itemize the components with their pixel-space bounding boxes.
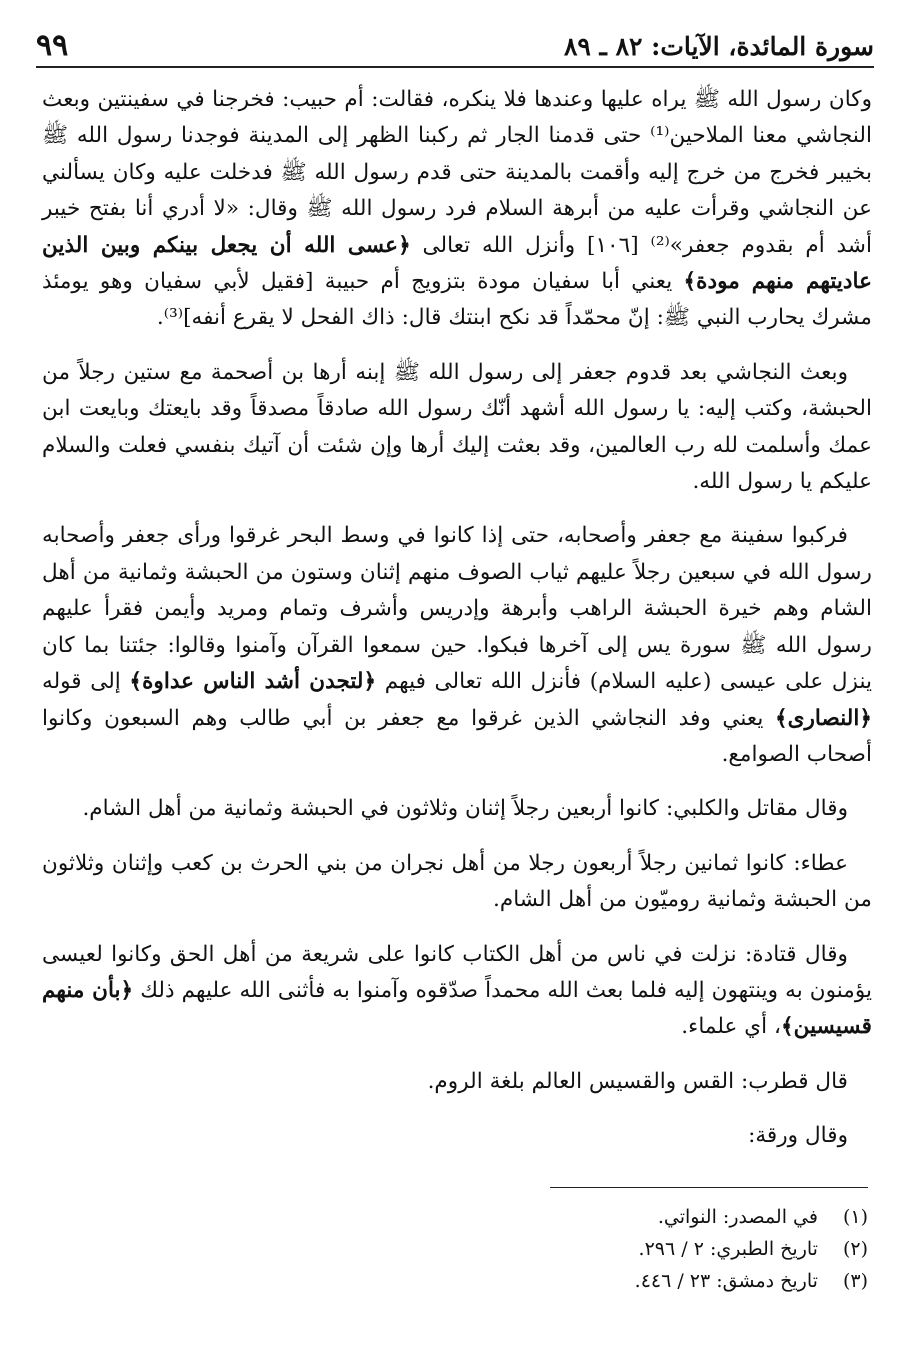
paragraph-text: وقال مقاتل والكلبي: كانوا أربعين رجلاً إثنان وثلاثون في الحبشة وثمانية من أهل الشام. bbox=[82, 796, 848, 822]
paragraph bbox=[42, 937, 872, 1046]
paragraph-text: ، أي علماء. bbox=[681, 1014, 782, 1040]
paragraph-text: وقال قتادة: نزلت في ناس من أهل الكتاب كانوا على شريعة من أهل الحق وكانوا لعيسى يؤمنون به وينتهون إليه فلما بعث الله محمداً صدّقوه وآمنوا به فأثنى الله عليهم ذلك bbox=[42, 941, 872, 1003]
footnote-text: في المصدر: النواتي. bbox=[657, 1206, 818, 1228]
paragraph-text: ⁽¹⁾ bbox=[650, 123, 670, 149]
footnote-text: تاريخ دمشق: ٢٣ / ٤٤٦. bbox=[634, 1270, 818, 1292]
quran-verse: ﴿النصارى﴾ bbox=[774, 705, 872, 731]
surah-title: سورة المائدة، الآيات: ٨٢ ـ ٨٩ bbox=[563, 32, 874, 61]
paragraph-text: قال قطرب: القس والقسيس العالم بلغة الروم. bbox=[427, 1068, 848, 1094]
paragraph-text: حتى قدمنا الجار ثم ركبنا الظهر إلى المدينة فوجدنا رسول الله ﷺ بخيبر فخرج من خرج إليه وأقمت بالمدينة حتى قدم رسول الله ﷺ فدخلت عليه وكان يسألني عن النجاشي وقرأت عليه من أبرهة السلام فرد رسول الله ﷺ وقال: «لا أدري أنا بفتح خيبر أشد أم بقدوم جعفر» bbox=[42, 123, 872, 258]
footnotes bbox=[380, 1201, 868, 1297]
body-text bbox=[42, 82, 872, 1155]
paragraph bbox=[42, 791, 872, 827]
footnote-text: تاريخ الطبري: ٢ / ٢٩٦. bbox=[638, 1238, 818, 1260]
quran-verse: ﴿لتجدن أشد الناس عداوة﴾ bbox=[129, 669, 377, 695]
paragraph-text: عطاء: كانوا ثمانين رجلاً أربعون رجلا من أهل نجران من بني الحرث بن كعب وإثنان وثلاثون من الحبشة وثمانية روميّون من أهل الشام. bbox=[42, 850, 872, 913]
footnote-item bbox=[380, 1265, 868, 1297]
paragraph bbox=[42, 355, 872, 501]
paragraph bbox=[42, 846, 872, 919]
paragraph bbox=[42, 518, 872, 773]
paragraph-text: يعني أبا سفيان مودة بتزويج أم حبيبة [فقيل لأبي سفيان وهو يومئذ مشرك يحارب النبي ﷺ: إنّ محمّداً قد نكح ابنتك قال: ذاك الفحل لا يقرع أنفه] bbox=[42, 269, 872, 331]
paragraph bbox=[42, 1118, 872, 1154]
footnote-number: (١) bbox=[842, 1206, 868, 1228]
paragraph-text: . bbox=[156, 305, 164, 331]
page-header bbox=[36, 18, 874, 66]
paragraph-text: وبعث النجاشي بعد قدوم جعفر إلى رسول الله ﷺ إبنه أرها بن أصحمة مع ستين رجلاً من الحبشة، وكتب إليه: يا رسول الله أشهد أنّك رسول الله صادقاً مصدقاً وقد بايعتك وبايعت ابن عمك وأسلمت لله رب العالمين، وقد بعثت إليك أرها وإن شئت أن آتيك بنفسي فعلت والسلام عليكم يا رسول الله. bbox=[42, 359, 872, 495]
quran-verse: ﴿بأن منهم قسيسين﴾ bbox=[42, 977, 872, 1040]
page-number: ٩٩ bbox=[36, 28, 69, 63]
quran-verse: ﴿عسى الله أن يجعل بينكم وبين الذين عاديتهم منهم مودة﴾ bbox=[42, 232, 872, 295]
footnote-divider bbox=[550, 1187, 868, 1188]
paragraph bbox=[42, 1064, 872, 1100]
paragraph-text: فركبوا سفينة مع جعفر وأصحابه، حتى إذا كانوا في وسط البحر غرقوا ورأى جعفر وأصحابه رسول الله في سبعين رجلاً عليهم ثياب الصوف منهم إثنان وستون من الحبشة وثمانية من أهل الشام وهم خيرة الحبشة الراهب وأبرهة وإدريس وأشرف وتمام ومريد وأيمن فقرأ عليهم رسول الله ﷺ سورة يس إلى آخرها فبكوا. حين سمعوا القرآن وآمنوا وقالوا: جئتنا بما كان ينزل على عيسى (عليه السلام) فأنزل الله تعالى فيهم bbox=[42, 523, 872, 695]
paragraph-text: يعني وفد النجاشي الذين غرقوا مع جعفر بن أبي طالب وهم السبعون وكانوا أصحاب الصوامع. bbox=[42, 705, 872, 767]
paragraph bbox=[42, 82, 872, 337]
paragraph-text: ⁽²⁾ bbox=[650, 232, 670, 258]
paragraph-text: ⁽³⁾ bbox=[163, 305, 184, 331]
header-divider bbox=[36, 66, 874, 68]
paragraph-text: [١٠٦] وأنزل الله تعالى bbox=[410, 232, 651, 258]
footnote-item bbox=[380, 1233, 868, 1265]
footnote-number: (٣) bbox=[842, 1270, 868, 1292]
footnote-item bbox=[380, 1201, 868, 1233]
paragraph-text: وكان رسول الله ﷺ يراه عليها وعندها فلا ينكره، فقالت: أم حبيب: فخرجنا في سفينتين وبعث النجاشي معنا الملاحين bbox=[42, 87, 872, 149]
paragraph-text: وقال ورقة: bbox=[748, 1123, 848, 1149]
footnote-number: (٢) bbox=[842, 1238, 868, 1260]
paragraph-text: إلى قوله bbox=[42, 669, 130, 695]
